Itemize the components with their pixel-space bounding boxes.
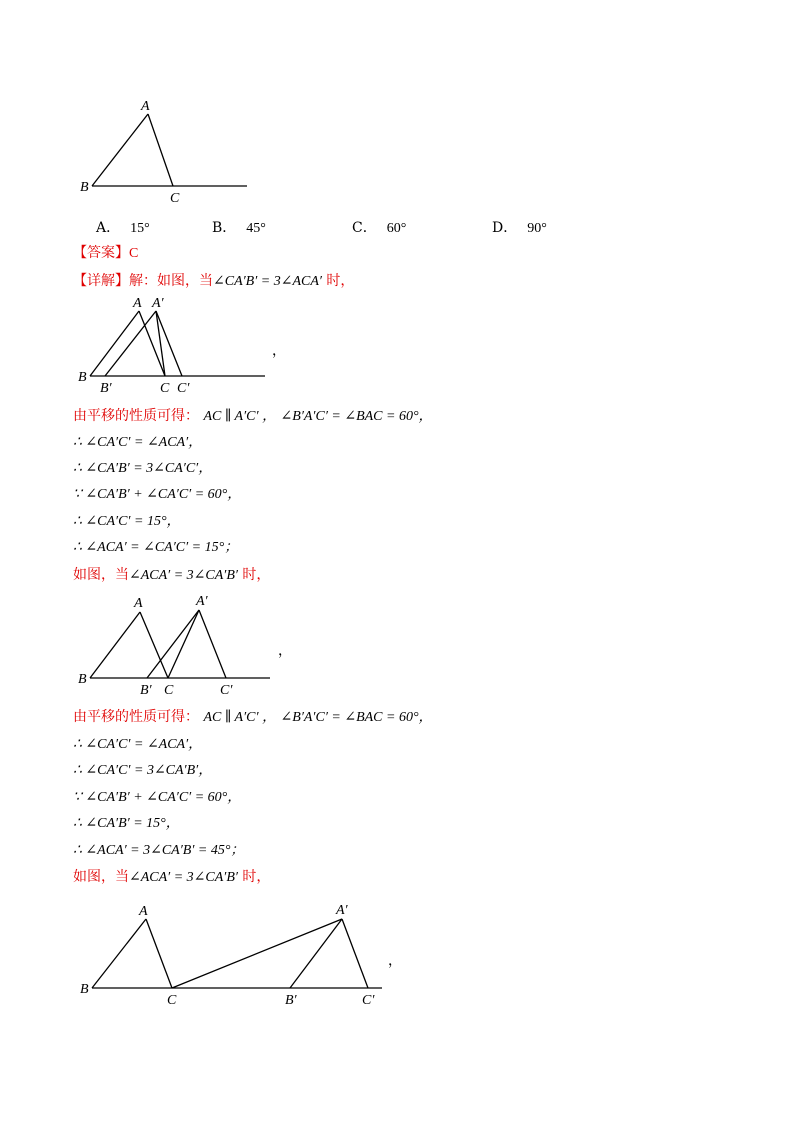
case2-parallel: AC ∥ A′C′ ，: [203, 710, 277, 725]
choice-a[interactable]: [96, 217, 150, 237]
fig2-trailing-comma: ，: [272, 343, 286, 359]
fig2-segment-ca2: [156, 311, 165, 376]
fig2-label-b2: B′: [100, 381, 112, 396]
choice-b-letter: B．: [212, 220, 237, 236]
choice-b-value: 45°: [246, 221, 266, 236]
choice-a-value: 15°: [130, 221, 150, 236]
fig4-trailing-comma: ，: [388, 953, 402, 969]
case2-intro-tail: 时，: [237, 567, 271, 583]
fig4-label-b2: B′: [285, 993, 297, 1008]
fig3-trailing-comma: ，: [278, 643, 292, 659]
fig2-label-a: A: [133, 296, 142, 311]
case1-step4: ∴ ∠CA′C′ = 15°，: [73, 514, 181, 529]
fig2-side-a2b2: [105, 311, 156, 376]
fig4-label-a: A: [139, 904, 148, 919]
choice-a-letter: A．: [96, 220, 121, 236]
fig3-label-a: A: [134, 596, 143, 611]
answer-line: [73, 244, 138, 263]
fig4-side-a2b2: [290, 919, 342, 988]
case3-intro-text: 如图，当: [73, 869, 129, 885]
fig3-label-b2: B′: [140, 683, 152, 698]
fig3-side-a2b2: [147, 610, 199, 678]
case1-intro: 由平移的性质可得：: [73, 408, 199, 424]
answer-tag: 【答案】: [73, 245, 129, 261]
choice-c-value: 60°: [386, 221, 407, 236]
choice-c-letter: C．: [352, 220, 377, 236]
fig2-side-ab: [90, 311, 139, 376]
detail-text: 解：如图，当: [129, 273, 213, 289]
fig4-label-a2: A′: [336, 903, 348, 918]
fig1-label-a: A: [141, 99, 150, 114]
case1-parallel: AC ∥ A′C′ ，: [203, 409, 277, 424]
case3-intro-tail: 时，: [237, 869, 271, 885]
detail-line: [73, 272, 354, 291]
case2-step4: ∴ ∠CA′B′ = 15°，: [73, 816, 180, 831]
fig3-side-a2c2: [199, 610, 226, 678]
case2-step5: ∴ ∠ACA′ = 3∠CA′B′ = 45°；: [73, 843, 245, 858]
case2-step3: ∵ ∠CA′B′ + ∠CA′C′ = 60°，: [73, 790, 242, 805]
case2-step1: ∴ ∠CA′C′ = ∠ACA′，: [73, 737, 203, 752]
case1-step3: ∵ ∠CA′B′ + ∠CA′C′ = 60°，: [73, 487, 242, 502]
fig4-segment-ca2: [172, 919, 342, 988]
fig4-label-c: C: [167, 993, 177, 1008]
case1-step5: ∴ ∠ACA′ = ∠CA′C′ = 15°；: [73, 540, 239, 555]
fig4-label-c2: C′: [362, 993, 375, 1008]
fig2-label-b: B: [78, 370, 87, 385]
fig1-label-c: C: [170, 191, 180, 206]
fig2-side-ac: [139, 311, 165, 376]
fig4-side-a2c2: [342, 919, 368, 988]
fig3-label-c: C: [164, 683, 174, 698]
choice-d-letter: D．: [492, 220, 518, 236]
fig4-side-ab: [92, 919, 146, 988]
choice-d-value: 90°: [527, 221, 547, 236]
fig1-side-ac: [148, 114, 173, 186]
detail-tag: 【详解】: [73, 273, 129, 289]
case2-intro-math: ∠ACA′ = 3∠CA′B′: [129, 568, 238, 583]
fig3-side-ac: [140, 612, 168, 678]
case2-intro: 由平移的性质可得：: [73, 709, 199, 725]
choice-c[interactable]: [352, 217, 406, 237]
fig2-label-a2: A′: [152, 296, 164, 311]
fig4-side-ac: [146, 919, 172, 988]
fig2-label-c2: C′: [177, 381, 190, 396]
case3-intro-math: ∠ACA′ = 3∠CA′B′: [129, 870, 238, 885]
case2-step2: ∴ ∠CA′C′ = 3∠CA′B′，: [73, 763, 213, 778]
fig1-label-b: B: [80, 180, 89, 195]
answer-value: C: [129, 246, 139, 261]
choice-b[interactable]: [212, 217, 266, 237]
detail-tail: 时，: [321, 273, 355, 289]
case2-angle-equal: ∠B′A′C′ = ∠BAC = 60°，: [280, 710, 433, 725]
fig2-label-c: C: [160, 381, 170, 396]
fig2-side-a2c2: [156, 311, 182, 376]
case3-intro-line: [73, 868, 270, 887]
fig1-side-ab: [92, 114, 148, 186]
detail-math: ∠CA′B′ = 3∠ACA′: [213, 274, 322, 289]
choice-d[interactable]: [492, 217, 547, 237]
fig4-label-b: B: [80, 982, 89, 997]
case1-step2: ∴ ∠CA′B′ = 3∠CA′C′，: [73, 461, 213, 476]
case2-intro-text: 如图，当: [73, 567, 129, 583]
fig3-side-ab: [90, 612, 140, 678]
case1-intro-line: [73, 407, 433, 426]
case2-property-line: [73, 708, 433, 727]
case1-angle-equal: ∠B′A′C′ = ∠BAC = 60°，: [280, 409, 433, 424]
fig3-segment-ca2: [168, 610, 199, 678]
fig3-label-b: B: [78, 672, 87, 687]
fig3-label-a2: A′: [196, 594, 208, 609]
case1-step1: ∴ ∠CA′C′ = ∠ACA′，: [73, 435, 203, 450]
case2-intro-line: [73, 566, 270, 585]
fig3-label-c2: C′: [220, 683, 233, 698]
